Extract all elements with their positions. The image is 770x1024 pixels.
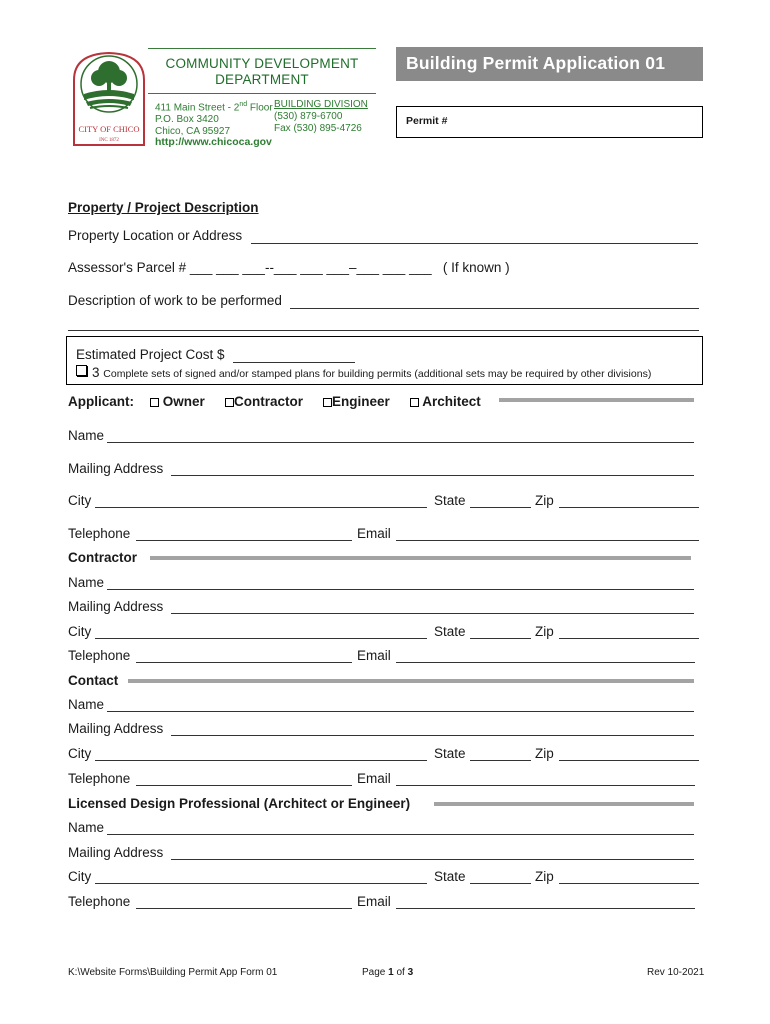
header-rule-bottom <box>148 93 376 94</box>
contractor-mailing-input[interactable] <box>171 613 694 614</box>
applicant-city-input[interactable] <box>95 507 427 508</box>
contact-state-input[interactable] <box>470 760 531 761</box>
parcel-note: ( If known ) <box>442 260 510 275</box>
applicant-mailing-label: Mailing Address <box>68 461 164 476</box>
property-location-input[interactable] <box>251 243 698 244</box>
contractor-state-input[interactable] <box>470 638 531 639</box>
contractor-name-input[interactable] <box>107 589 694 590</box>
parcel-number-field[interactable]: Assessor's Parcel # ___ ___ ___--___ ___ ___–___ ___ ___ ( If known ) <box>68 260 510 275</box>
applicant-email-label: Email <box>357 526 391 541</box>
design-mailing-label: Mailing Address <box>68 845 164 860</box>
design-city-input[interactable] <box>95 883 427 884</box>
contractor-telephone-label: Telephone <box>68 648 131 663</box>
website-link[interactable]: http://www.chicoca.gov <box>155 136 272 148</box>
applicant-divider <box>499 398 694 402</box>
design-email-label: Email <box>357 894 391 909</box>
applicant-zip-label: Zip <box>535 493 554 508</box>
address-line-1: 411 Main Street - 2nd Floor <box>155 101 273 114</box>
contractor-city-label: City <box>68 624 92 639</box>
design-name-input[interactable] <box>107 834 694 835</box>
contact-mailing-label: Mailing Address <box>68 721 164 736</box>
applicant-email-input[interactable] <box>396 540 699 541</box>
contact-block <box>274 99 368 135</box>
design-state-input[interactable] <box>470 883 531 884</box>
contractor-email-input[interactable] <box>396 662 695 663</box>
applicant-state-label: State <box>434 493 466 508</box>
architect-checkbox[interactable] <box>410 398 419 407</box>
address-block <box>155 99 273 138</box>
contact-zip-label: Zip <box>535 746 554 761</box>
contact-telephone-label: Telephone <box>68 771 131 786</box>
division-label: BUILDING DIVISION <box>274 99 368 110</box>
contact-mailing-input[interactable] <box>171 735 694 736</box>
department-name <box>148 56 376 88</box>
property-section-heading: Property / Project Description <box>68 200 259 215</box>
design-mailing-input[interactable] <box>171 859 694 860</box>
applicant-owner-option[interactable]: Owner <box>150 394 205 409</box>
applicant-name-label: Name <box>68 428 105 443</box>
contractor-city-input[interactable] <box>95 638 427 639</box>
contractor-section-heading: Contractor <box>68 550 138 565</box>
svg-text:CITY OF CHICO: CITY OF CHICO <box>78 124 140 134</box>
address-line-3: Chico, CA 95927 <box>155 126 231 138</box>
contractor-email-label: Email <box>357 648 391 663</box>
contractor-zip-label: Zip <box>535 624 554 639</box>
contact-telephone-input[interactable] <box>136 785 352 786</box>
engineer-checkbox[interactable] <box>323 398 332 407</box>
property-location-label: Property Location or Address <box>68 228 243 243</box>
contractor-state-label: State <box>434 624 466 639</box>
design-telephone-input[interactable] <box>136 908 352 909</box>
footer-file-path: K:\Website Forms\Building Permit App Form 01 <box>68 967 278 978</box>
applicant-engineer-option[interactable]: Engineer <box>323 394 390 409</box>
owner-checkbox[interactable] <box>150 398 159 407</box>
design-professional-divider <box>434 802 694 806</box>
form-title: Building Permit Application 01 <box>396 47 703 81</box>
dept-line-2: DEPARTMENT <box>215 72 309 87</box>
applicant-architect-option[interactable]: Architect <box>410 394 481 409</box>
contact-zip-input[interactable] <box>559 760 699 761</box>
design-name-label: Name <box>68 820 105 835</box>
contact-city-input[interactable] <box>95 760 427 761</box>
footer-page-number: Page 1 of 3 <box>362 967 414 978</box>
applicant-state-input[interactable] <box>470 507 531 508</box>
contact-email-label: Email <box>357 771 391 786</box>
contractor-name-label: Name <box>68 575 105 590</box>
design-zip-label: Zip <box>535 869 554 884</box>
design-professional-heading: Licensed Design Professional (Architect or Engineer) <box>68 796 411 811</box>
contact-city-label: City <box>68 746 92 761</box>
work-description-label: Description of work to be performed <box>68 293 282 308</box>
estimated-cost-input[interactable] <box>233 362 355 363</box>
city-of-chico-seal <box>70 50 148 148</box>
contractor-divider <box>150 556 691 560</box>
applicant-city-label: City <box>68 493 92 508</box>
estimated-cost-label: Estimated Project Cost $ <box>76 347 225 362</box>
work-description-input-2[interactable] <box>68 330 699 331</box>
applicant-name-input[interactable] <box>107 442 694 443</box>
applicant-telephone-input[interactable] <box>136 540 352 541</box>
design-city-label: City <box>68 869 92 884</box>
design-telephone-label: Telephone <box>68 894 131 909</box>
contact-state-label: State <box>434 746 466 761</box>
contact-name-input[interactable] <box>107 711 694 712</box>
contact-name-label: Name <box>68 697 105 712</box>
applicant-zip-input[interactable] <box>559 507 699 508</box>
phone-number: (530) 879-6700 <box>274 111 343 122</box>
design-email-input[interactable] <box>396 908 695 909</box>
svg-text:INC 1872: INC 1872 <box>99 138 119 143</box>
permit-number-field[interactable] <box>396 106 703 138</box>
fax-number: Fax (530) 895-4726 <box>274 123 362 134</box>
contractor-zip-input[interactable] <box>559 638 699 639</box>
applicant-telephone-label: Telephone <box>68 526 131 541</box>
applicant-label: Applicant: <box>68 394 134 409</box>
contractor-mailing-label: Mailing Address <box>68 599 164 614</box>
contractor-telephone-input[interactable] <box>136 662 352 663</box>
applicant-mailing-input[interactable] <box>171 475 694 476</box>
work-description-input-1[interactable] <box>290 308 699 309</box>
permit-number-label: Permit # <box>406 115 448 127</box>
applicant-contractor-option[interactable]: Contractor <box>225 394 303 409</box>
header-rule-top <box>148 48 376 49</box>
footer-revision: Rev 10-2021 <box>647 967 705 978</box>
design-zip-input[interactable] <box>559 883 699 884</box>
contact-section-heading: Contact <box>68 673 119 688</box>
design-state-label: State <box>434 869 466 884</box>
dept-line-1: COMMUNITY DEVELOPMENT <box>165 56 359 71</box>
contact-divider <box>128 679 694 683</box>
address-line-2: P.O. Box 3420 <box>155 114 219 126</box>
contact-email-input[interactable] <box>396 785 695 786</box>
plans-requirement: 3 Complete sets of signed and/or stamped plans for building permits (additional sets may be required by other divisions) <box>92 365 652 380</box>
contractor-checkbox[interactable] <box>225 398 234 407</box>
plans-checkbox[interactable] <box>76 365 87 376</box>
